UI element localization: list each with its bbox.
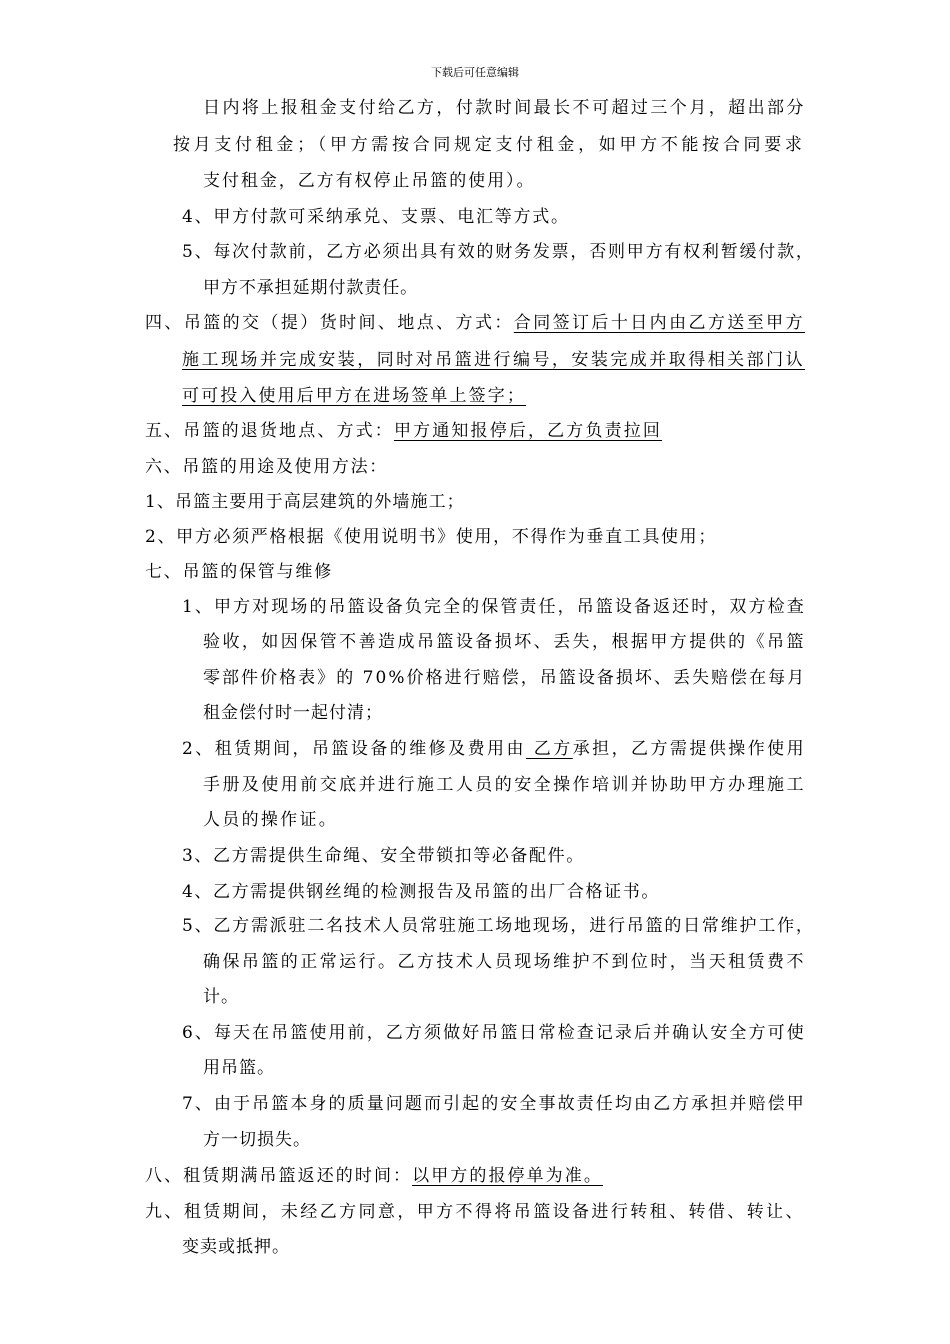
text-segment: 验收，如因保管不善造成吊篮设备损坏、丢失，根据甲方提供的《吊篮 — [203, 632, 806, 652]
text-line — [203, 950, 806, 974]
text-segment: 5、每次付款前，乙方必须出具有效的财务发票，否则甲方有权利暂缓付款， — [182, 242, 815, 262]
text-segment: 手册及使用前交底并进行施工人员的安全操作培训并协助甲方办理施工 — [203, 775, 806, 795]
text-segment: 1、吊篮主要用于高层建筑的外墙施工； — [145, 492, 465, 512]
text-line — [203, 630, 806, 654]
text-segment: 4、甲方付款可采纳承兑、支票、电汇等方式。 — [182, 207, 570, 227]
text-line — [182, 1021, 806, 1045]
underlined-text: 乙方 — [525, 739, 573, 759]
text-line — [145, 525, 717, 549]
text-segment: 四、吊篮的交（提）货时间、地点、方式： — [145, 313, 514, 333]
text-segment: 变卖或抵押。 — [182, 1237, 290, 1257]
text-segment: 用吊篮。 — [203, 1058, 275, 1078]
text-segment: 按月支付租金；（甲方需按合同规定支付租金，如甲方不能按合同要求 — [173, 135, 806, 155]
text-segment: 九、租赁期间，未经乙方同意，甲方不得将吊篮设备进行转租、转借、转让、 — [145, 1202, 805, 1222]
text-segment: 支付租金，乙方有权停止吊篮的使用）。 — [203, 171, 536, 191]
text-line — [145, 1164, 603, 1188]
text-segment: 计。 — [203, 987, 239, 1007]
text-line — [145, 455, 388, 479]
text-segment: 五、吊篮的退货地点、方式： — [145, 421, 394, 441]
text-segment: 租金偿付时一起付清； — [203, 703, 383, 723]
text-line — [182, 737, 806, 761]
text-line — [182, 1092, 806, 1116]
text-segment: 4、乙方需提供钢丝绳的检测报告及吊篮的出厂合格证书。 — [182, 882, 660, 902]
text-segment: 方一切损失。 — [203, 1130, 311, 1150]
text-line — [182, 240, 815, 264]
text-segment: 承担，乙方需提供操作使用 — [572, 739, 807, 759]
text-segment: 人员的操作证。 — [203, 810, 339, 830]
text-line — [182, 1235, 290, 1259]
text-line — [203, 1128, 311, 1152]
text-segment: 八、租赁期满吊篮返还的时间： — [145, 1166, 413, 1186]
text-segment: 1、甲方对现场的吊篮设备负完全的保管责任，吊篮设备返还时，双方检查 — [182, 597, 806, 617]
text-line — [203, 1056, 275, 1080]
page-header-note: 下载后可任意编辑 — [431, 66, 519, 79]
text-line — [145, 419, 662, 443]
text-line — [173, 133, 806, 157]
text-segment: 2、租赁期间，吊篮设备的维修及费用由 — [182, 739, 526, 759]
text-line — [182, 844, 585, 868]
text-segment: 确保吊篮的正常运行。乙方技术人员现场维护不到位时，当天租赁费不 — [203, 952, 806, 972]
text-segment: 5、乙方需派驻二名技术人员常驻施工场地现场，进行吊篮的日常维护工作， — [182, 916, 815, 936]
underlined-text: 甲方通知报停后，乙方负责拉回 — [393, 421, 663, 441]
text-line — [203, 985, 239, 1009]
text-line — [203, 701, 383, 725]
underlined-text: 以甲方的报停单为准。 — [412, 1166, 603, 1186]
text-line — [203, 276, 418, 300]
text-line — [203, 96, 806, 120]
text-segment: 六、吊篮的用途及使用方法： — [145, 457, 388, 477]
text-line — [182, 384, 526, 408]
text-segment: 2、甲方必须严格根据《使用说明书》使用，不得作为垂直工具使用； — [145, 527, 717, 547]
text-line — [145, 1200, 805, 1224]
text-line — [182, 914, 815, 938]
underlined-text: 施工现场并完成安装，同时对吊篮进行编号，安装完成并取得相关部门认 — [182, 350, 806, 370]
text-segment: 6、每天在吊篮使用前，乙方须做好吊篮日常检查记录后并确认安全方可使 — [182, 1023, 806, 1043]
text-segment: 甲方不承担延期付款责任。 — [203, 278, 419, 298]
text-line — [182, 595, 806, 619]
text-segment: 零部件价格表》的 70%价格进行赔偿，吊篮设备损坏、丢失赔偿在每月 — [203, 668, 807, 688]
text-line — [145, 490, 465, 514]
text-segment: 七、吊篮的保管与维修 — [145, 562, 333, 582]
text-line — [182, 205, 570, 229]
text-line — [145, 311, 805, 335]
text-line — [182, 348, 805, 372]
text-segment: 7、由于吊篮本身的质量问题而引起的安全事故责任均由乙方承担并赔偿甲 — [182, 1094, 806, 1114]
underlined-text: 合同签订后十日内由乙方送至甲方 — [513, 313, 805, 333]
text-line — [145, 560, 333, 584]
text-segment: 3、乙方需提供生命绳、安全带锁扣等必备配件。 — [182, 846, 585, 866]
text-line — [182, 880, 660, 904]
underlined-text: 可可投入使用后甲方在进场签单上签字； — [182, 386, 526, 406]
text-line — [203, 666, 806, 690]
text-segment: 日内将上报租金支付给乙方，付款时间最长不可超过三个月，超出部分 — [203, 98, 806, 118]
text-line — [203, 169, 535, 193]
text-line — [203, 808, 338, 832]
text-line — [203, 773, 806, 797]
